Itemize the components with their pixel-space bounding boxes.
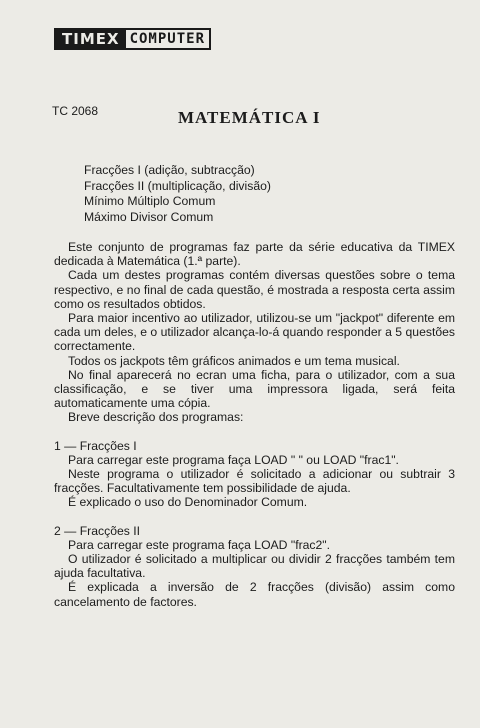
model-number: TC 2068 (52, 104, 99, 118)
section-heading: 2 — Fracções II (54, 523, 141, 538)
intro-paragraph: Breve descrição dos programas: (68, 410, 244, 425)
logo-brand: TIMEX (56, 30, 126, 48)
topic-item: Mínimo Múltiplo Comum (84, 194, 216, 208)
topic-item: Máximo Divisor Comum (84, 209, 214, 224)
topic-list (84, 163, 271, 225)
intro-paragraph: Todos os jackpots têm gráficos animados e um tema musical. (68, 353, 400, 368)
timex-computer-logo (54, 28, 211, 50)
intro-paragraph: Cada um destes programas contém diversas questões sobre o tema respectivo, e no final de cada questão, é mostrada a resposta certa assim como os resultados obtidos. (54, 268, 455, 311)
section-paragraph: É explicado o uso do Denominador Comum. (68, 495, 308, 510)
section-heading: 1 — Fracções I (54, 438, 137, 453)
intro-paragraph: No final aparecerá no ecran uma ficha, para o utilizador, com a sua classificação, e se tiver uma impressora ligada, será feita automaticamente uma cópia. (54, 367, 455, 411)
section-paragraph: O utilizador é solicitado a multiplicar ou dividir 2 fracções também tem ajuda facultativa. (54, 552, 455, 581)
section-paragraph: Neste programa o utilizador é solicitado a adicionar ou subtrair 3 fracções. Facultativamente tem possibilidade de ajuda. (54, 467, 455, 496)
topic-item: Fracções I (adição, subtracção) (84, 163, 255, 177)
section-paragraph: Para carregar este programa faça LOAD " " ou LOAD "frac1". (68, 452, 399, 467)
topic-item: Fracções II (multiplicação, divisão) (84, 178, 271, 193)
section-paragraph: Para carregar este programa faça LOAD "frac2". (68, 537, 330, 552)
body-text (54, 240, 455, 609)
intro-paragraph: Para maior incentivo ao utilizador, utilizou-se um "jackpot" diferente em cada um deles, e o utilizador alcança-lo-á quando responder a 5 questões correctamente. (54, 311, 455, 354)
intro-paragraph: Este conjunto de programas faz parte da série educativa da TIMEX dedicada à Matemática (1.ª parte). (54, 240, 455, 269)
page-title: MATEMÁTICA I (178, 108, 321, 127)
logo-sub: COMPUTER (126, 30, 209, 48)
section-paragraph: É explicada a inversão de 2 fracções (divisão) assim como cancelamento de factores. (54, 580, 455, 609)
